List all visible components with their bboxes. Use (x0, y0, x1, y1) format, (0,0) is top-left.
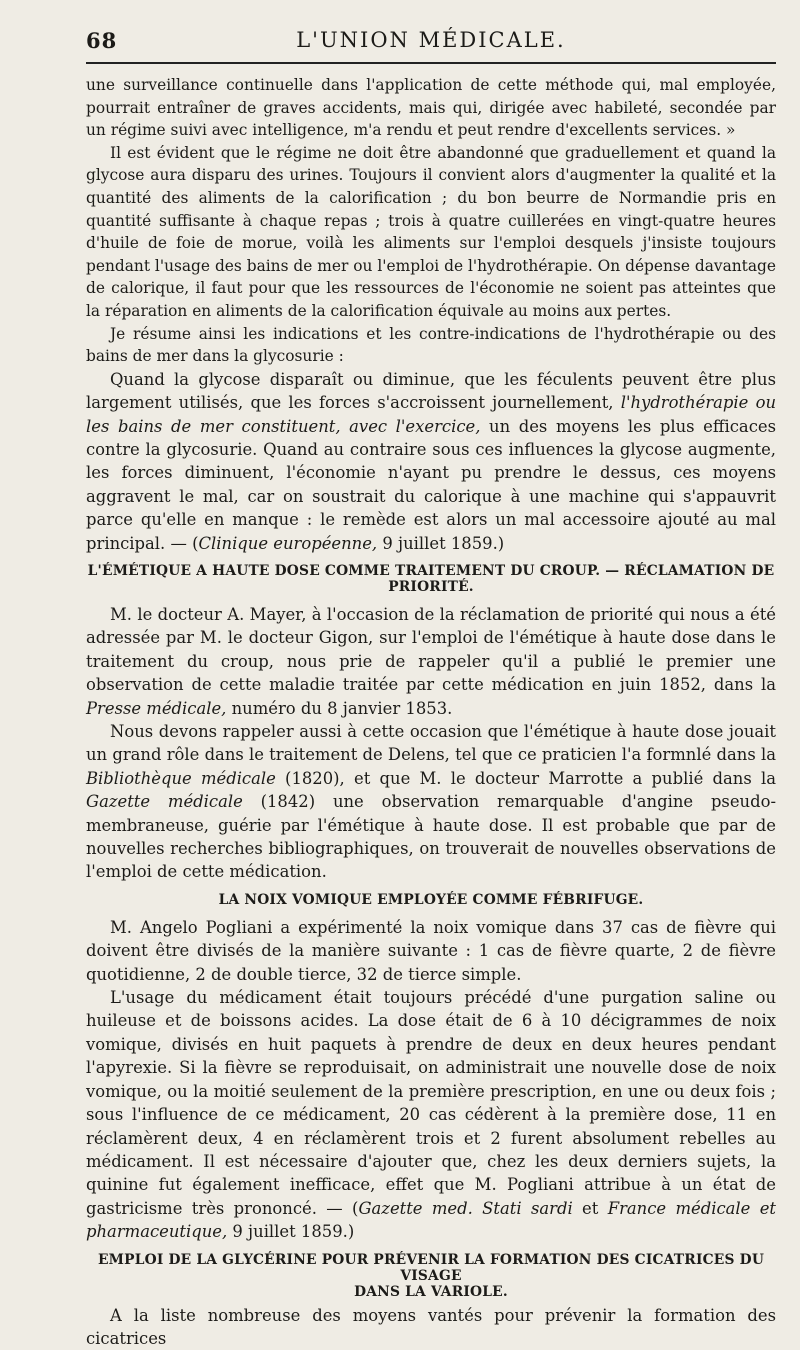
section-glycerine (86, 1304, 776, 1350)
section-noix-vomique (86, 916, 776, 1244)
text-run: 9 juillet 1859.) (227, 1222, 355, 1242)
text-run: (1842) une observation remarquable d'angine pseudo-membraneuse, guérie par l'émétique à haute dose. Il est probable que par de nouvelles recherches bibliographiques, on trouverait de nouvelles observations de l'emploi de cette médication. (86, 792, 776, 882)
text-run: un des moyens les plus efficaces contre la glycosurie. Quand au contraire sous ces influences la glycose augmente, les forces diminuent, l'économie n'ayant pu prendre le dessus, ces moyens aggravent le mal, car on soustrait du calorique à une machine qui s'appauvrit parce qu'elle en manque : le remède est alors un mal accessoire ajouté au mal principal. — ( (86, 416, 776, 553)
page-number: 68 (86, 28, 118, 53)
source-citation: Clinique européenne, (198, 533, 378, 553)
text-run: L'usage du médicament était toujours précédé d'une purgation saline ou huileuse et de boissons acides. La dose était de 6 à 10 décigrammes de noix vomique, divisés en huit paquets à prendre de deux en deux heures pendant l'apyrexie. Si la fièvre se reproduisait, on administrait une nouvelle dose de noix vomique, ou la moitié seulement de la première prescription, en une ou deux fois ; sous l'influence de ce médicament, 20 cas cédèrent à la première dose, 11 en réclamèrent deux, 4 en réclamèrent trois et 2 furent absolument rebelles au médicament. Il est nécessaire d'ajouter que, chez les deux derniers sujets, la quinine fut également inefficace, effet que M. Pogliani attribue à un état de gastricisme très prononcé. — ( (86, 988, 776, 1218)
header-rule (86, 62, 776, 64)
section-heading: L'ÉMÉTIQUE A HAUTE DOSE COMME TRAITEMENT DU CROUP. — RÉCLAMATION DE PRIORITÉ. (87, 562, 775, 595)
text-run: numéro du 8 janvier 1853. (226, 698, 453, 718)
italic-run: l'hydrothérapie ou les bains de mer constituent, avec l'exercice, (86, 393, 776, 436)
paragraph (86, 720, 776, 884)
paragraph: Je résume ainsi les indications et les contre-indications de l'hydrothérapie ou des bains de mer dans la glycosurie : (86, 324, 776, 366)
italic-run: Gazette médicale (86, 792, 243, 812)
text-run: M. le docteur A. Mayer, à l'occasion de la réclamation de priorité qui nous a été adressée par M. le docteur Gigon, sur l'emploi de l'émétique à haute dose dans le traitement du croup, nous prie de rappeler qu'il a publié le premier une observation de cette maladie traitée par cette médication en juin 1852, dans la (86, 604, 776, 695)
paragraph: A la liste nombreuse des moyens vantés pour prévenir la formation des cicatrices (86, 1305, 776, 1348)
paragraph (86, 603, 776, 720)
italic-run: Presse médicale, (86, 698, 227, 718)
section-glycosurie (86, 74, 776, 555)
text-run: 9 juillet 1859.) (377, 533, 505, 553)
text-run: Quand la glycose disparaît ou diminue, que les féculents peuvent être plus largement utilisés, que les forces s'accroissent journellement, (86, 369, 776, 413)
text-run: et (572, 1198, 608, 1218)
text-run: (1820), et que M. le docteur Marrotte a publié dans la (275, 768, 776, 788)
section-emetique (86, 603, 776, 884)
paragraph: Il est évident que le régime ne doit être abandonné que graduellement et quand la glycose aura disparu des urines. Toujours il convient alors d'augmenter la qualité et la quantité des aliments de la calorification ; du bon beurre de Normandie pris en quantité suffisante à chaque repas ; trois à quatre cuillerées en vingt-quatre heures d'huile de foie de morue, voilà les aliments sur l'emploi desquels j'insiste toujours pendant l'usage des bains de mer ou l'emploi de l'hydrothérapie. On dépense davantage de calorique, il faut pour que les ressources de l'économie ne soient pas atteintes que la réparation en aliments de la calorification équivale au moins aux pertes. (86, 143, 776, 320)
heading-line: EMPLOI DE LA GLYCÉRINE POUR PRÉVENIR LA FORMATION DES CICATRICES DU VISAGE (97, 1251, 765, 1284)
paragraph: M. Angelo Pogliani a expérimenté la noix vomique dans 37 cas de fièvre qui doivent être divisés de la manière suivante : 1 cas de fièvre quarte, 2 de fièvre quotidienne, 2 de double tierce, 32 de tierce simple. (86, 917, 776, 984)
paragraph (86, 986, 776, 1243)
running-header (86, 28, 776, 58)
section-heading (86, 1252, 776, 1300)
paragraph: une surveillance continuelle dans l'application de cette méthode qui, mal employée, pourrait entraîner de graves accidents, mais qui, dirigée avec habileté, secondée par un régime suivi avec intelligence, m'a rendu et peut rendre d'excellents services. » (86, 76, 776, 140)
journal-title: L'UNION MÉDICALE. (296, 28, 566, 52)
italic-run: Gazette med. Stati sardi (358, 1198, 573, 1218)
italic-run: France médicale et pharmaceutique, (86, 1198, 776, 1242)
italic-run: Bibliothèque médicale (86, 768, 276, 788)
section-heading: LA NOIX VOMIQUE EMPLOYÉE COMME FÉBRIFUGE. (218, 891, 644, 908)
paragraph (86, 368, 776, 555)
text-run: Nous devons rappeler aussi à cette occasion que l'émétique à haute dose jouait un grand rôle dans le traitement de Delens, tel que ce praticien l'a formnlé dans la (86, 722, 776, 765)
heading-line: DANS LA VARIOLE. (354, 1283, 508, 1300)
